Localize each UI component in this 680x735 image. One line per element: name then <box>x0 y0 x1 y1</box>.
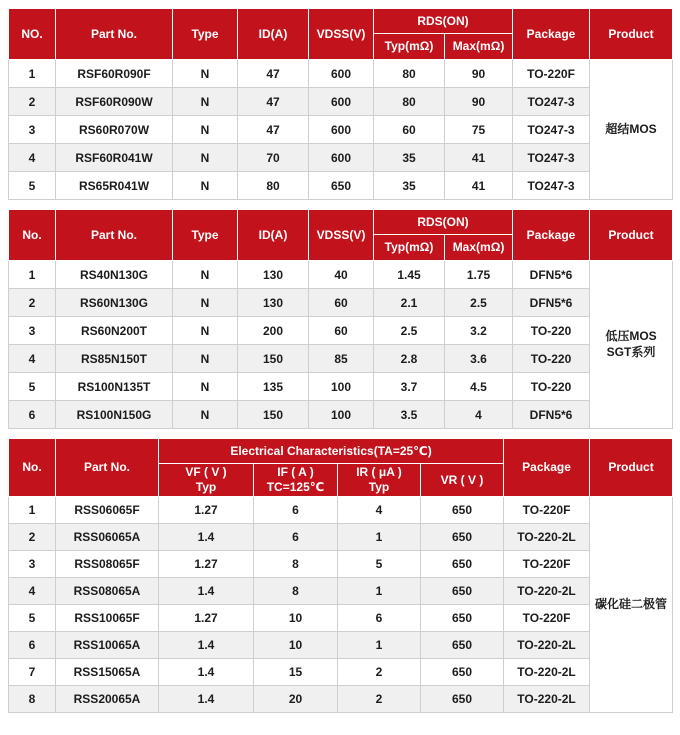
part-no-cell: RS100N135T <box>56 373 173 401</box>
package-cell: TO-220F <box>504 497 590 524</box>
package-cell: DFN5*6 <box>513 261 590 289</box>
col-header-vr-voltage: VR ( V ) <box>421 464 504 497</box>
type-cell: N <box>173 261 238 289</box>
col-header-product: Product <box>590 9 673 60</box>
col-header-product: Product <box>590 210 673 261</box>
part-no-cell: RS85N150T <box>56 345 173 373</box>
package-cell: TO-220 <box>513 345 590 373</box>
rds-typ-cell: 3.7 <box>374 373 445 401</box>
part-no-cell: RSS08065F <box>56 551 159 578</box>
ir-typ-cell: 5 <box>338 551 421 578</box>
package-cell: DFN5*6 <box>513 401 590 429</box>
table-row <box>9 659 673 686</box>
row-number-cell: 2 <box>9 524 56 551</box>
table-row <box>9 261 673 289</box>
rds-max-cell: 90 <box>445 60 513 88</box>
row-number-cell: 5 <box>9 605 56 632</box>
if-current-cell: 20 <box>254 686 338 713</box>
vf-typ-cell: 1.4 <box>159 578 254 605</box>
package-cell: DFN5*6 <box>513 289 590 317</box>
rds-typ-cell: 35 <box>374 172 445 200</box>
table-row <box>9 289 673 317</box>
col-header-rds-on-group: RDS(ON) <box>374 9 513 34</box>
part-no-cell: RSS08065A <box>56 578 159 605</box>
rds-typ-cell: 35 <box>374 144 445 172</box>
vf-typ-cell: 1.4 <box>159 659 254 686</box>
id-current-cell: 135 <box>238 373 309 401</box>
table-row <box>9 60 673 88</box>
rds-max-cell: 4 <box>445 401 513 429</box>
table-row <box>9 88 673 116</box>
vdss-voltage-cell: 60 <box>309 289 374 317</box>
row-number-cell: 3 <box>9 116 56 144</box>
table-row <box>9 605 673 632</box>
col-header-electrical-characteristics-group: Electrical Characteristics(TA=25℃) <box>159 439 504 464</box>
package-cell: TO-220F <box>504 551 590 578</box>
type-cell: N <box>173 172 238 200</box>
col-header-no: No. <box>9 210 56 261</box>
package-cell: TO-220-2L <box>504 578 590 605</box>
rds-max-cell: 4.5 <box>445 373 513 401</box>
vr-voltage-cell: 650 <box>421 524 504 551</box>
col-header-package: Package <box>513 9 590 60</box>
table-row <box>9 345 673 373</box>
col-header-rds-typ: Typ(mΩ) <box>374 235 445 261</box>
table-row <box>9 317 673 345</box>
col-header-package: Package <box>513 210 590 261</box>
sic-diode-table <box>8 438 673 713</box>
table-row <box>9 578 673 605</box>
rds-typ-cell: 3.5 <box>374 401 445 429</box>
part-no-cell: RS60R070W <box>56 116 173 144</box>
vf-typ-cell: 1.27 <box>159 497 254 524</box>
type-cell: N <box>173 116 238 144</box>
ir-typ-cell: 2 <box>338 686 421 713</box>
package-cell: TO-220-2L <box>504 632 590 659</box>
rds-max-cell: 3.6 <box>445 345 513 373</box>
col-header-product: Product <box>590 439 673 497</box>
part-no-cell: RSS15065A <box>56 659 159 686</box>
vf-typ-cell: 1.27 <box>159 551 254 578</box>
if-current-cell: 6 <box>254 497 338 524</box>
rds-max-cell: 41 <box>445 172 513 200</box>
vdss-voltage-cell: 600 <box>309 60 374 88</box>
vdss-voltage-cell: 40 <box>309 261 374 289</box>
package-cell: TO247-3 <box>513 116 590 144</box>
part-no-cell: RSS06065A <box>56 524 159 551</box>
table-row <box>9 144 673 172</box>
vr-voltage-cell: 650 <box>421 551 504 578</box>
type-cell: N <box>173 317 238 345</box>
if-current-cell: 8 <box>254 578 338 605</box>
package-cell: TO247-3 <box>513 88 590 116</box>
col-header-type: Type <box>173 210 238 261</box>
part-no-cell: RSF60R090F <box>56 60 173 88</box>
type-cell: N <box>173 144 238 172</box>
part-no-cell: RSS10065A <box>56 632 159 659</box>
rds-typ-cell: 2.1 <box>374 289 445 317</box>
rds-typ-cell: 2.5 <box>374 317 445 345</box>
if-current-cell: 10 <box>254 632 338 659</box>
part-no-cell: RSF60R090W <box>56 88 173 116</box>
rds-typ-cell: 2.8 <box>374 345 445 373</box>
id-current-cell: 150 <box>238 345 309 373</box>
col-header-part-no: Part No. <box>56 210 173 261</box>
row-number-cell: 5 <box>9 172 56 200</box>
col-header-rds-on-group: RDS(ON) <box>374 210 513 235</box>
vf-typ-cell: 1.4 <box>159 524 254 551</box>
table-row <box>9 373 673 401</box>
col-header-id-current: ID(A) <box>238 9 309 60</box>
package-cell: TO-220 <box>513 317 590 345</box>
package-cell: TO-220-2L <box>504 659 590 686</box>
row-number-cell: 2 <box>9 289 56 317</box>
part-no-cell: RS60N200T <box>56 317 173 345</box>
type-cell: N <box>173 345 238 373</box>
package-cell: TO-220-2L <box>504 686 590 713</box>
rds-max-cell: 90 <box>445 88 513 116</box>
table-row <box>9 497 673 524</box>
id-current-cell: 80 <box>238 172 309 200</box>
row-number-cell: 6 <box>9 632 56 659</box>
if-current-cell: 15 <box>254 659 338 686</box>
id-current-cell: 150 <box>238 401 309 429</box>
vdss-voltage-cell: 85 <box>309 345 374 373</box>
ir-typ-cell: 4 <box>338 497 421 524</box>
col-header-part-no: Part No. <box>56 9 173 60</box>
part-no-cell: RSS06065F <box>56 497 159 524</box>
col-header-no: No. <box>9 439 56 497</box>
id-current-cell: 47 <box>238 60 309 88</box>
product-cell: 碳化硅二极管 <box>590 497 673 713</box>
id-current-cell: 47 <box>238 116 309 144</box>
part-no-cell: RSS10065F <box>56 605 159 632</box>
ir-typ-cell: 6 <box>338 605 421 632</box>
col-header-vdss: VDSS(V) <box>309 210 374 261</box>
vr-voltage-cell: 650 <box>421 497 504 524</box>
vdss-voltage-cell: 650 <box>309 172 374 200</box>
row-number-cell: 3 <box>9 317 56 345</box>
part-no-cell: RS65R041W <box>56 172 173 200</box>
col-header-vdss: VDSS(V) <box>309 9 374 60</box>
type-cell: N <box>173 401 238 429</box>
ir-typ-cell: 1 <box>338 632 421 659</box>
vr-voltage-cell: 650 <box>421 659 504 686</box>
col-header-part-no: Part No. <box>56 439 159 497</box>
vr-voltage-cell: 650 <box>421 578 504 605</box>
vr-voltage-cell: 650 <box>421 632 504 659</box>
package-cell: TO-220 <box>513 373 590 401</box>
rds-max-cell: 2.5 <box>445 289 513 317</box>
vr-voltage-cell: 650 <box>421 605 504 632</box>
vdss-voltage-cell: 600 <box>309 116 374 144</box>
table-row <box>9 632 673 659</box>
col-header-id-current: ID(A) <box>238 210 309 261</box>
id-current-cell: 200 <box>238 317 309 345</box>
package-cell: TO-220-2L <box>504 524 590 551</box>
row-number-cell: 1 <box>9 497 56 524</box>
table-row <box>9 172 673 200</box>
rds-typ-cell: 1.45 <box>374 261 445 289</box>
row-number-cell: 2 <box>9 88 56 116</box>
col-header-rds-max: Max(mΩ) <box>445 34 513 60</box>
id-current-cell: 130 <box>238 261 309 289</box>
col-header-rds-typ: Typ(mΩ) <box>374 34 445 60</box>
table-row <box>9 116 673 144</box>
rds-max-cell: 75 <box>445 116 513 144</box>
lowvoltage-sgt-mos-table <box>8 209 673 429</box>
rds-max-cell: 3.2 <box>445 317 513 345</box>
package-cell: TO-220F <box>504 605 590 632</box>
package-cell: TO247-3 <box>513 144 590 172</box>
vdss-voltage-cell: 600 <box>309 88 374 116</box>
vf-typ-cell: 1.4 <box>159 686 254 713</box>
row-number-cell: 4 <box>9 345 56 373</box>
vr-voltage-cell: 650 <box>421 686 504 713</box>
rds-typ-cell: 80 <box>374 60 445 88</box>
type-cell: N <box>173 289 238 317</box>
type-cell: N <box>173 60 238 88</box>
vf-typ-cell: 1.4 <box>159 632 254 659</box>
col-header-ir-typ: IR ( μA ) Typ <box>338 464 421 497</box>
row-number-cell: 4 <box>9 578 56 605</box>
col-header-vf-typ: VF ( V ) Typ <box>159 464 254 497</box>
if-current-cell: 6 <box>254 524 338 551</box>
product-cell: 超结MOS <box>590 60 673 200</box>
id-current-cell: 130 <box>238 289 309 317</box>
vdss-voltage-cell: 100 <box>309 373 374 401</box>
row-number-cell: 7 <box>9 659 56 686</box>
col-header-no: NO. <box>9 9 56 60</box>
row-number-cell: 1 <box>9 261 56 289</box>
part-no-cell: RS100N150G <box>56 401 173 429</box>
product-cell: 低压MOS SGT系列 <box>590 261 673 429</box>
col-header-rds-max: Max(mΩ) <box>445 235 513 261</box>
part-no-cell: RSF60R041W <box>56 144 173 172</box>
if-current-cell: 8 <box>254 551 338 578</box>
table-row <box>9 524 673 551</box>
row-number-cell: 4 <box>9 144 56 172</box>
row-number-cell: 5 <box>9 373 56 401</box>
package-cell: TO247-3 <box>513 172 590 200</box>
part-no-cell: RS40N130G <box>56 261 173 289</box>
col-header-if-current: IF ( A ) TC=125℃ <box>254 464 338 497</box>
row-number-cell: 1 <box>9 60 56 88</box>
superjunction-mos-table <box>8 8 673 200</box>
if-current-cell: 10 <box>254 605 338 632</box>
ir-typ-cell: 2 <box>338 659 421 686</box>
id-current-cell: 70 <box>238 144 309 172</box>
type-cell: N <box>173 373 238 401</box>
col-header-package: Package <box>504 439 590 497</box>
rds-max-cell: 1.75 <box>445 261 513 289</box>
ir-typ-cell: 1 <box>338 524 421 551</box>
type-cell: N <box>173 88 238 116</box>
row-number-cell: 8 <box>9 686 56 713</box>
table-row <box>9 686 673 713</box>
vdss-voltage-cell: 600 <box>309 144 374 172</box>
vdss-voltage-cell: 60 <box>309 317 374 345</box>
package-cell: TO-220F <box>513 60 590 88</box>
row-number-cell: 6 <box>9 401 56 429</box>
vdss-voltage-cell: 100 <box>309 401 374 429</box>
rds-max-cell: 41 <box>445 144 513 172</box>
id-current-cell: 47 <box>238 88 309 116</box>
table-row <box>9 551 673 578</box>
rds-typ-cell: 60 <box>374 116 445 144</box>
table-row <box>9 401 673 429</box>
vf-typ-cell: 1.27 <box>159 605 254 632</box>
ir-typ-cell: 1 <box>338 578 421 605</box>
part-no-cell: RS60N130G <box>56 289 173 317</box>
row-number-cell: 3 <box>9 551 56 578</box>
col-header-type: Type <box>173 9 238 60</box>
part-no-cell: RSS20065A <box>56 686 159 713</box>
rds-typ-cell: 80 <box>374 88 445 116</box>
